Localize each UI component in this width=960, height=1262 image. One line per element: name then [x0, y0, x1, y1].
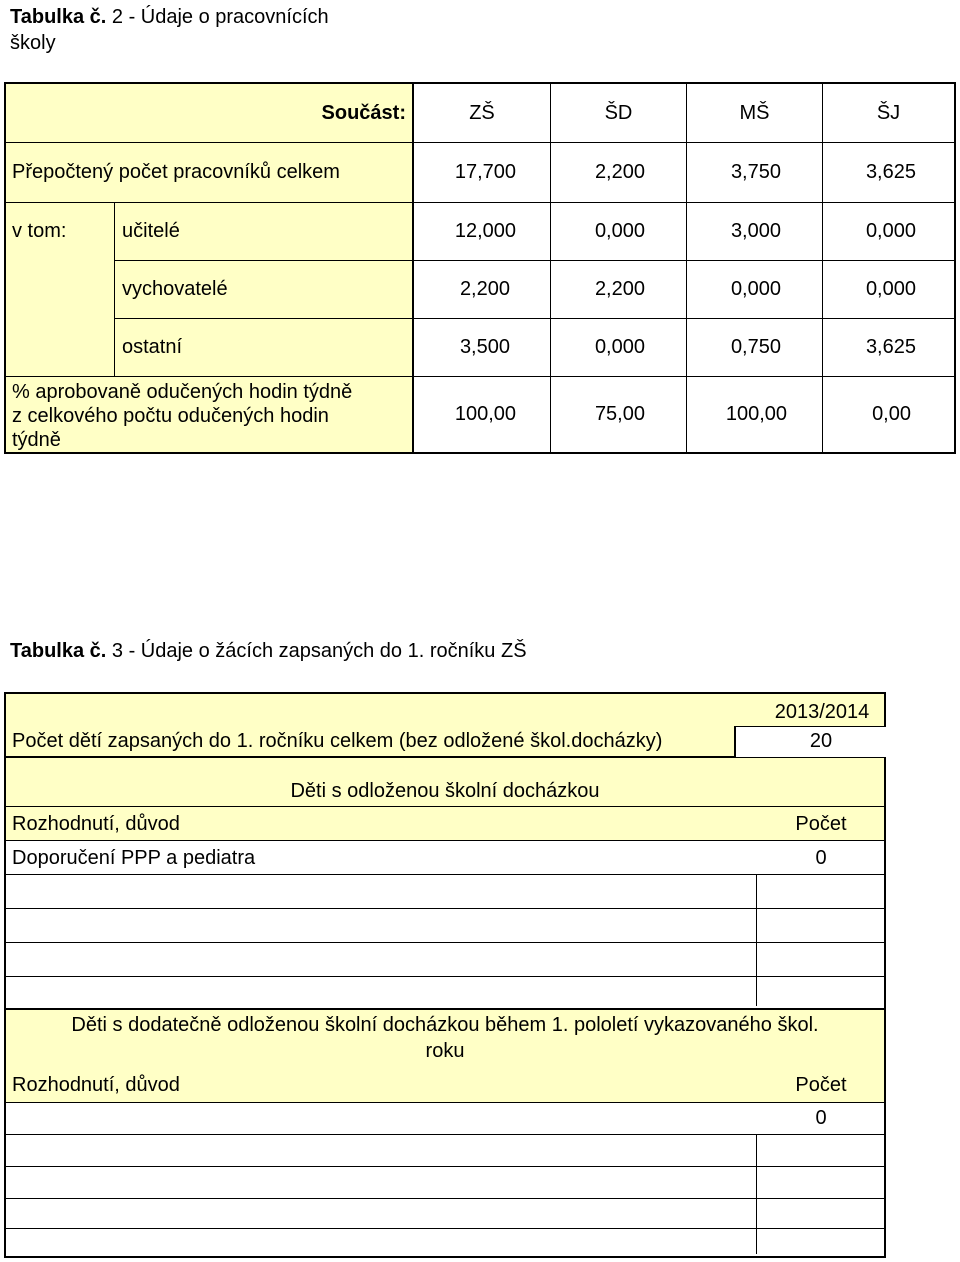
table3-title-bold: Tabulka č. [10, 640, 107, 662]
deferred-header: Děti s odloženou školní docházkou [290, 779, 600, 802]
column-header-ms: MŠ [739, 101, 770, 124]
table2-title-line2: školy [10, 32, 56, 54]
additional-header: Děti s dodatečně odloženou školní docházkou během 1. pololetí vykazovaného škol. roku [71, 1014, 819, 1062]
column-header-sd: ŠD [604, 101, 633, 124]
year-label: 2013/2014 [774, 700, 870, 723]
table2 [4, 82, 956, 454]
additional-row-reason [12, 1103, 712, 1134]
deferred-count-label: Počet [795, 812, 847, 835]
ucitele-sj: 0,000 [865, 219, 916, 242]
percent-sj: 0,00 [872, 402, 911, 425]
table2-title-bold: Tabulka č. [10, 6, 107, 28]
additional-reason-label: Rozhodnutí, důvod [12, 1073, 180, 1096]
table2-title-rest: 2 - Údaje o pracovnících [106, 6, 329, 28]
column-header-zs: ZŠ [469, 101, 495, 124]
deferred-row-count [758, 876, 884, 908]
enrolled-block [4, 692, 886, 758]
total-label: Přepočtený počet pracovníků celkem [12, 160, 340, 183]
additional-row-count [758, 1199, 884, 1228]
deferred-reason-label: Rozhodnutí, důvod [12, 812, 180, 835]
ucitele-zs: 12,000 [454, 219, 516, 242]
additional-row-reason [12, 1167, 712, 1198]
total-value-sd: 2,200 [594, 160, 645, 183]
deferred-row-reason [12, 910, 712, 942]
row-label-ostatni: ostatní [122, 335, 183, 358]
vychovatele-sd: 2,200 [594, 277, 645, 300]
deferred-row-count: 0 [815, 846, 827, 869]
total-value-sj: 3,625 [865, 160, 916, 183]
ucitele-ms: 3,000 [730, 219, 781, 242]
additional-count-label: Počet [795, 1073, 847, 1096]
percent-ms: 100,00 [725, 402, 787, 425]
row-label-ucitele: učitelé [122, 219, 180, 242]
additional-deferred-block [4, 1010, 886, 1258]
percent-label: % aprobovaně odučených hodin týdně z celkového počtu odučených hodin týdně [12, 381, 353, 451]
ostatni-zs: 3,500 [459, 335, 510, 358]
deferred-row-count [758, 910, 884, 942]
deferred-row-reason [12, 944, 712, 976]
deferred-row-reason [12, 876, 712, 908]
percent-zs: 100,00 [454, 402, 516, 425]
table3-title-rest: 3 - Údaje o žácích zapsaných do 1. ročníku ZŠ [106, 640, 527, 662]
deferred-row-count [758, 944, 884, 976]
ostatni-ms: 0,750 [730, 335, 781, 358]
vychovatele-sj: 0,000 [865, 277, 916, 300]
ostatni-sd: 0,000 [594, 335, 645, 358]
soucast-label: Součást: [321, 101, 406, 124]
percent-sd: 75,00 [594, 402, 645, 425]
additional-row-count: 0 [815, 1107, 827, 1129]
additional-row-reason [12, 1199, 712, 1228]
additional-row-count [758, 1135, 884, 1166]
column-header-sj: ŠJ [876, 101, 901, 124]
table3-title [10, 638, 527, 664]
table2-title [10, 4, 329, 56]
enrolled-label: Počet dětí zapsaných do 1. ročníku celkem (bez odložené škol.docházky) [12, 729, 663, 752]
ostatni-sj: 3,625 [865, 335, 916, 358]
vychovatele-ms: 0,000 [730, 277, 781, 300]
total-value-zs: 17,700 [454, 160, 516, 183]
additional-row-reason [12, 1135, 712, 1166]
row-label-vychovatele: vychovatelé [122, 277, 228, 300]
enrolled-value: 20 [809, 729, 833, 752]
deferred-row-reason: Doporučení PPP a pediatra [12, 846, 256, 869]
v-tom-label: v tom: [12, 219, 67, 242]
ucitele-sd: 0,000 [594, 219, 645, 242]
additional-row-count [758, 1167, 884, 1198]
deferred-block [4, 758, 886, 1010]
vychovatele-zs: 2,200 [459, 277, 510, 300]
total-value-ms: 3,750 [730, 160, 781, 183]
